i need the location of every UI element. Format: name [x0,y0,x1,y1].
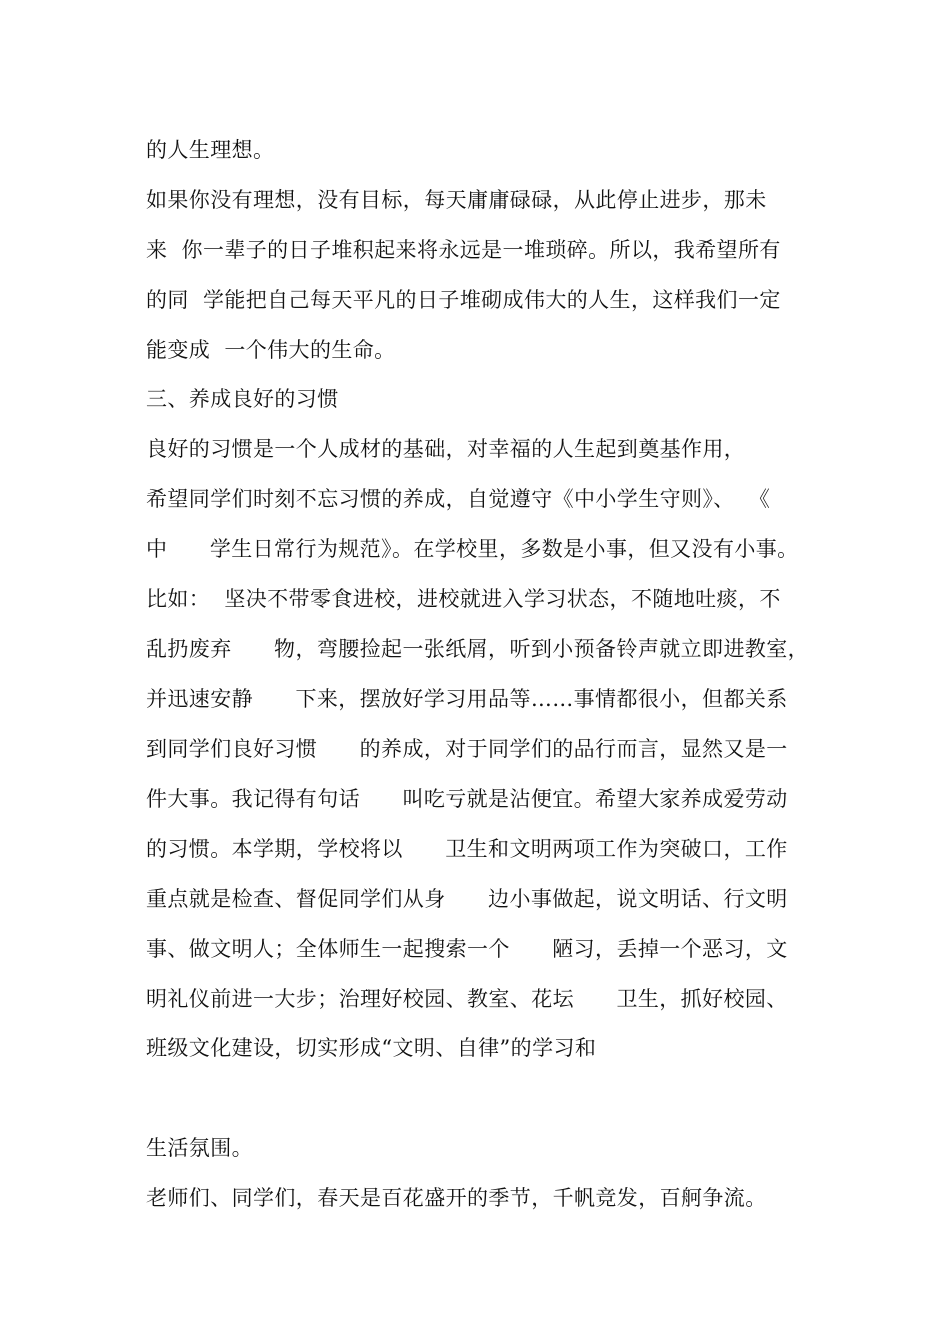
text-line: 老师们、同学们，春天是百花盛开的季节，千帆竞发，百舸争流。 [146,1186,767,1210]
text-line: 的习惯。本学期，学校将以 卫生和文明两项工作为突破口，工作 [146,837,788,861]
text-line: 重点就是检查、督促同学们从身 边小事做起，说文明话、行文明 [146,887,788,911]
text-line: 件大事。我记得有句话 叫吃亏就是沾便宜。希望大家养成爱劳动 [146,787,788,811]
section-heading: 三、养成良好的习惯 [146,387,339,411]
text-line: 乱扔废弃 物，弯腰捡起一张纸屑，听到小预备铃声就立即进教室， [146,637,810,661]
text-line: 事、做文明人；全体师生一起搜索一个 陋习，丢掉一个恶习，文 [146,937,788,961]
text-line: 中 学生日常行为规范》。在学校里，多数是小事，但又没有小事。 [146,537,799,561]
text-line: 的同 学能把自己每天平凡的日子堆砌成伟大的人生，这样我们一定 [146,288,781,312]
text-line: 班级文化建设，切实形成“文明、自律”的学习和 [146,1036,597,1060]
text-line: 明礼仪前进一大步；治理好校园、教室、花坛 卫生，抓好校园、 [146,987,788,1011]
text-line: 生活氛围。 [146,1136,253,1160]
text-line: 良好的习惯是一个人成材的基础，对幸福的人生起到奠基作用， [146,437,746,461]
text-line: 能变成 一个伟大的生命。 [146,338,396,362]
text-line: 并迅速安静 下来，摆放好学习用品等……事情都很小，但都关系 [146,687,788,711]
text-line: 来 你一辈子的日子堆积起来将永远是一堆琐碎。所以，我希望所有 [146,238,781,262]
text-line: 希望同学们时刻不忘习惯的养成，自觉遵守《中小学生守则》、 《 [146,487,771,511]
text-line: 到同学们良好习惯 的养成，对于同学们的品行而言，显然又是一 [146,737,788,761]
text-line: 比如： 坚决不带零食进校，进校就进入学习状态，不随地吐痰，不 [146,587,781,611]
text-line: 如果你没有理想，没有目标，每天庸庸碌碌，从此停止进步，那未 [146,188,767,212]
text-line: 的人生理想。 [146,138,275,162]
